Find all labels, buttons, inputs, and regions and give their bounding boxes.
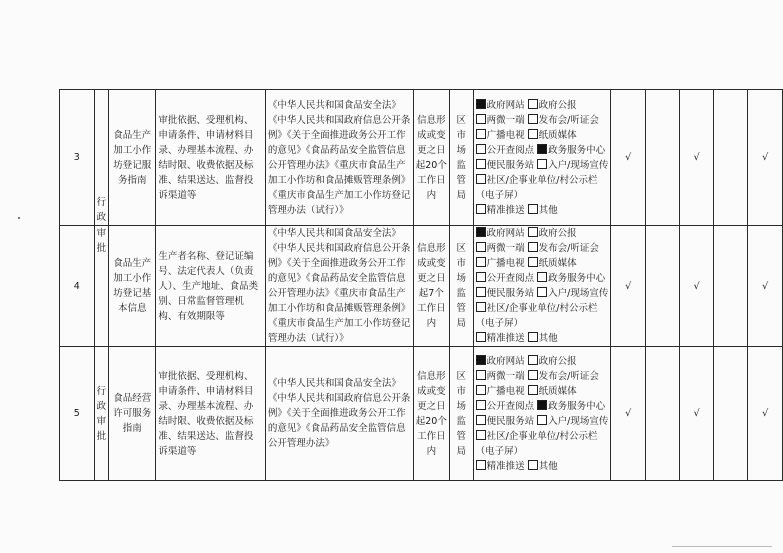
unchecked-box-icon: [476, 257, 486, 267]
item-name: 食品生产加工小作坊登记服务指南: [109, 90, 156, 226]
unchecked-box-icon: [528, 370, 538, 380]
channel-label: 两微一端: [486, 243, 525, 254]
channel-label: 两微一端: [486, 370, 525, 382]
channel-label: 其他: [538, 333, 558, 344]
check-mark-cell: √: [611, 90, 646, 226]
check-mark-cell: [714, 347, 748, 481]
check-mark-cell: [645, 90, 679, 226]
unchecked-box-icon: [476, 415, 486, 425]
channel-line: [476, 203, 609, 218]
channel-label: 政务服务中心: [548, 273, 606, 284]
responsible-org: 区市场监管局: [449, 90, 473, 226]
unchecked-box-icon: [476, 114, 486, 124]
channel-label: 其他: [538, 204, 558, 216]
channel-line: [476, 188, 609, 203]
checked-box-icon: [476, 99, 486, 109]
channel-line: [476, 286, 609, 301]
channel-label: 政府公报: [538, 99, 577, 111]
disclosure-time: 信息形成或变更之日起20个工作日内: [413, 347, 449, 481]
legal-basis: 《中华人民共和国食品安全法》《中华人民共和国政府信息公开条例》《关于全面推进政务公开工作的意见》《食品药品安全监管信息公开管理办法》《重庆市食品生产加工小作坊和食品摊贩管理条例》《重庆市食品生产加工小作坊登记管理办法（试行）》: [265, 90, 413, 226]
disclosure-channels: [473, 90, 611, 226]
unchecked-box-icon: [476, 272, 486, 282]
check-mark-cell: [645, 347, 679, 481]
unchecked-box-icon: [528, 257, 538, 267]
channel-label: 纸质媒体: [538, 258, 577, 269]
check-mark-cell: √: [611, 347, 646, 481]
unchecked-box-icon: [476, 332, 486, 342]
channel-label: 社区/企事业单位/村公示栏: [486, 174, 598, 186]
channel-label: 政务服务中心: [548, 144, 606, 156]
channel-label: 社区/企事业单位/村公示栏: [486, 303, 598, 314]
row-category: 审批: [94, 226, 109, 347]
disclosure-time: 信息形成或变更之日起7个工作日内: [413, 226, 449, 347]
scan-speck: [18, 217, 20, 219]
channel-line: [476, 444, 609, 459]
unchecked-box-icon: [476, 302, 486, 312]
item-content: 生产者名称、登记证编号、法定代表人（负责人）、生产地址、食品类别、日常监督管理机构、有效期限等: [156, 226, 265, 347]
channel-label: 两微一端: [486, 114, 525, 126]
unchecked-box-icon: [476, 174, 486, 184]
legal-basis: 《中华人民共和国食品安全法》《中华人民共和国政府信息公开条例》《关于全面推进政务公开工作的意见》《食品药品安全监管信息公开管理办法》: [265, 347, 413, 481]
unchecked-box-icon: [476, 159, 486, 169]
channel-label: 便民服务站: [486, 288, 535, 299]
unchecked-box-icon: [476, 430, 486, 440]
checked-box-icon: [476, 355, 486, 365]
channel-label: 入户/现场宣传: [548, 288, 609, 299]
channel-label: 政府网站: [486, 99, 525, 111]
row-category: 行政: [94, 90, 109, 226]
check-mark-cell: [645, 226, 679, 347]
unchecked-box-icon: [528, 129, 538, 139]
item-name: 食品生产加工小作坊登记基本信息: [109, 226, 156, 347]
channel-label: 纸质媒体: [538, 129, 577, 141]
channel-line: [476, 256, 609, 271]
channel-label: 发布会/听证会: [538, 370, 599, 382]
channel-line: [476, 158, 609, 173]
unchecked-box-icon: [528, 227, 538, 237]
disclosure-table: [59, 89, 783, 481]
unchecked-box-icon: [537, 159, 547, 169]
check-mark-cell: [714, 90, 748, 226]
row-category: 行政审批: [94, 347, 109, 481]
channel-line: [476, 226, 609, 241]
unchecked-box-icon: [528, 99, 538, 109]
channel-label: 广播电视: [486, 129, 525, 141]
item-content: 审批依据、受理机构、申请条件、申请材料目录、办理基本流程、办结时限、收费依据及标准、结果送达、监督投诉渠道等: [156, 347, 265, 481]
legal-basis: 《中华人民共和国食品安全法》《中华人民共和国政府信息公开条例》《关于全面推进政务公开工作的意见》《食品药品安全监管信息公开管理办法》《重庆市食品生产加工小作坊和食品摊贩管理条例》《重庆市食品生产加工小作坊登记管理办法（试行）》: [265, 226, 413, 347]
channel-line: [476, 399, 609, 414]
unchecked-box-icon: [537, 415, 547, 425]
channel-line: [476, 429, 609, 444]
channel-label: 政府网站: [486, 355, 525, 367]
channel-label: 便民服务站: [486, 415, 535, 427]
check-mark-cell: √: [748, 90, 783, 226]
row-number: 5: [60, 347, 95, 481]
channel-line: [476, 241, 609, 256]
row-number: 4: [60, 226, 95, 347]
check-mark-cell: √: [748, 226, 783, 347]
channel-line: [476, 459, 609, 474]
channel-label: 政府网站: [486, 228, 525, 239]
unchecked-box-icon: [528, 332, 538, 342]
channel-line: [476, 331, 609, 346]
channel-line: [476, 354, 609, 369]
unchecked-box-icon: [537, 272, 547, 282]
channel-label: （电子屏）: [475, 445, 524, 457]
channel-label: 公开查阅点: [486, 400, 535, 412]
channel-label: 发布会/听证会: [538, 114, 599, 126]
channel-label: 其他: [538, 460, 558, 472]
channel-label: 公开查阅点: [486, 273, 535, 284]
channel-line: [476, 143, 609, 158]
item-content: 审批依据、受理机构、申请条件、申请材料目录、办理基本流程、办结时限、收费依据及标准、结果送达、监督投诉渠道等: [156, 90, 265, 226]
table-row: [60, 347, 783, 481]
checked-box-icon: [537, 400, 547, 410]
channel-line: [476, 271, 609, 286]
item-name: 食品经营许可服务指南: [109, 347, 156, 481]
check-mark-cell: √: [679, 90, 714, 226]
check-mark-cell: [714, 226, 748, 347]
unchecked-box-icon: [528, 114, 538, 124]
check-mark-cell: √: [679, 347, 714, 481]
channel-label: 广播电视: [486, 258, 525, 269]
channel-label: 发布会/听证会: [538, 243, 599, 254]
unchecked-box-icon: [528, 385, 538, 395]
channel-label: 纸质媒体: [538, 385, 577, 397]
channel-label: 广播电视: [486, 385, 525, 397]
channel-line: [476, 301, 609, 316]
channel-label: 公开查阅点: [486, 144, 535, 156]
channel-line: [476, 113, 609, 128]
responsible-org: 区市场监管局: [449, 347, 473, 481]
channel-label: 社区/企事业单位/村公示栏: [486, 430, 598, 442]
disclosure-time: 信息形成或变更之日起20个工作日内: [413, 90, 449, 226]
channel-label: 精准推送: [486, 204, 525, 216]
unchecked-box-icon: [528, 204, 538, 214]
channel-label: （电子屏）: [475, 318, 524, 329]
unchecked-box-icon: [476, 370, 486, 380]
check-mark-cell: √: [611, 226, 646, 347]
unchecked-box-icon: [528, 355, 538, 365]
channel-label: 精准推送: [486, 460, 525, 472]
responsible-org: 区市场监管局: [449, 226, 473, 347]
channel-line: [476, 128, 609, 143]
check-mark-cell: √: [748, 347, 783, 481]
channel-line: [476, 98, 609, 113]
scan-artifact: [672, 546, 772, 547]
unchecked-box-icon: [528, 460, 538, 470]
check-mark-cell: √: [679, 226, 714, 347]
unchecked-box-icon: [476, 204, 486, 214]
unchecked-box-icon: [476, 242, 486, 252]
channel-label: 政府公报: [538, 355, 577, 367]
channel-label: 政务服务中心: [548, 400, 606, 412]
channel-label: 入户/现场宣传: [548, 159, 609, 171]
channel-line: [476, 316, 609, 331]
unchecked-box-icon: [476, 129, 486, 139]
table-row: [60, 226, 783, 347]
unchecked-box-icon: [476, 400, 486, 410]
unchecked-box-icon: [537, 287, 547, 297]
row-number: 3: [60, 90, 95, 226]
channel-line: [476, 414, 609, 429]
channel-line: [476, 173, 609, 188]
channel-label: 入户/现场宣传: [548, 415, 609, 427]
unchecked-box-icon: [476, 144, 486, 154]
disclosure-channels: [473, 347, 611, 481]
unchecked-box-icon: [476, 460, 486, 470]
channel-label: 精准推送: [486, 333, 525, 344]
channel-line: [476, 369, 609, 384]
channel-label: 便民服务站: [486, 159, 535, 171]
unchecked-box-icon: [528, 242, 538, 252]
unchecked-box-icon: [476, 287, 486, 297]
channel-label: （电子屏）: [475, 189, 524, 201]
channel-label: 政府公报: [538, 228, 577, 239]
unchecked-box-icon: [476, 385, 486, 395]
disclosure-channels: [473, 226, 611, 347]
checked-box-icon: [476, 227, 486, 237]
channel-line: [476, 384, 609, 399]
table-row: [60, 90, 783, 226]
checked-box-icon: [537, 144, 547, 154]
